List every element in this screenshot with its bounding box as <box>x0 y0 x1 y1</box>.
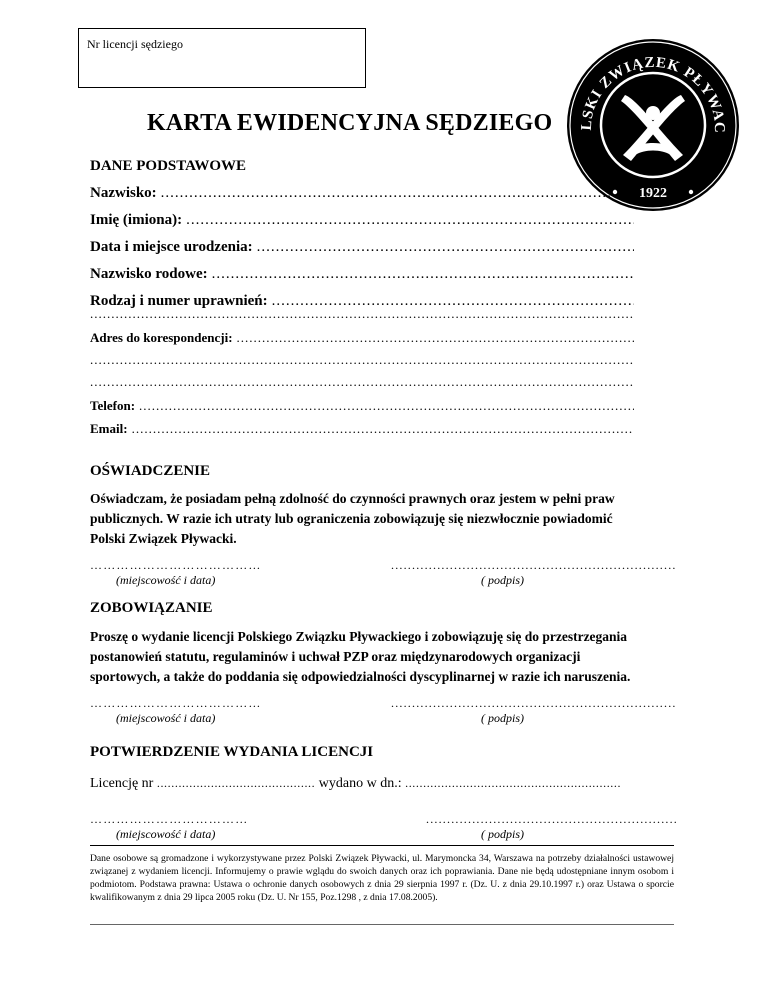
address-line-3[interactable] <box>90 374 634 390</box>
section-heading-basic-data: DANE PODSTAWOWE <box>90 158 246 174</box>
confirmation-signature-caption: ( podpis) <box>481 827 524 841</box>
statement-text: Oświadczam, że posiadam pełną zdolność do czynności prawnych oraz jestem w pełni praw publicznych. W razie ich utraty lub ograniczenia zobowiązuję się niezwłocznie powiadomić Polski Związek Pływacki. <box>90 491 615 546</box>
first-names-field[interactable] <box>90 212 634 229</box>
first-names-label: Imię (imiona): <box>90 212 183 228</box>
section-heading-commitment: ZOBOWIĄZANIE <box>90 600 213 616</box>
birth-date-place-label: Data i miejsce urodzenia: <box>90 239 253 255</box>
statement-signature-caption: ( podpis) <box>481 573 524 587</box>
qualifications-label: Rodzaj i numer uprawnień: <box>90 293 268 309</box>
section-heading-statement: OŚWIADCZENIE <box>90 463 211 479</box>
confirmation-place-date-caption: (miejscowość i data) <box>116 827 216 841</box>
logo-year: 1922 <box>639 186 667 201</box>
license-number-box[interactable] <box>78 28 366 88</box>
email-label: Email: <box>90 421 128 436</box>
commitment-signature-caption: ( podpis) <box>481 711 524 725</box>
license-number-text-label: Licencję nr <box>90 776 154 791</box>
phone-label: Telefon: <box>90 398 136 413</box>
section-heading-confirmation: POTWIERDZENIE WYDANIA LICENCJI <box>90 744 374 760</box>
confirmation-place-date-line[interactable]: ……………………………… <box>90 812 249 826</box>
address-field[interactable] <box>90 330 634 346</box>
issued-date-label: wydano w dn.: <box>318 776 402 791</box>
issued-date-line[interactable]: ............................................................ <box>405 776 622 790</box>
footer-data-notice: Dane osobowe są gromadzone i wykorzystywane przez Polski Związek Pływacki, ul. Marymoncka 34, Warszawa na potrzeby działalności ustawowej związanej z wydaniem licencji. Informujemy o prawie wglądu do swoich danych oraz ich poprawiania. Dane nie będą udostępniane innym osobom i podmiotom. Podstawa prawna: Ustawa o ochronie danych osobowych z dnia 29 sierpnia 1997 r. (Dz. U. z dnia 29.10.1997 r.) oraz Ustawa o sporcie kwalifikowanym z dnia 29 lipca 2005 roku (Dz. U. Nr 155, Poz.1298 , z dnia 17.08.2005). <box>90 853 674 903</box>
commitment-place-date-caption: (miejscowość i data) <box>116 711 216 725</box>
statement-signature-line[interactable]: .................................................................... <box>391 558 677 572</box>
commitment-text: Proszę o wydanie licencji Polskiego Związku Pływackiego i zobowiązuję się do przestrzegania postanowień statutu, regulaminów i uchwał PZP oraz międzynarodowych organizacji sportowych, a także do poddania się odpowiedzialności dyscyplinarnej w razie ich naruszenia. <box>90 629 631 684</box>
phone-field[interactable] <box>90 398 634 414</box>
surname-field[interactable] <box>90 185 634 202</box>
footer-divider-top <box>90 845 674 846</box>
statement-place-date-line[interactable]: ………………………………… <box>90 558 262 572</box>
address-label: Adres do korespondencji: <box>90 330 233 345</box>
family-name-label: Nazwisko rodowe: <box>90 266 208 282</box>
commitment-signature-line[interactable]: .................................................................... <box>391 696 677 710</box>
qualifications-continuation-line[interactable] <box>90 306 634 322</box>
page-title: KARTA EWIDENCYJNA SĘDZIEGO <box>147 110 553 136</box>
surname-label: Nazwisko: <box>90 185 157 201</box>
license-issue-row <box>90 776 621 792</box>
statement-place-date-caption: (miejscowość i data) <box>116 573 216 587</box>
family-name-field[interactable] <box>90 266 634 283</box>
commitment-place-date-line[interactable]: ………………………………… <box>90 696 262 710</box>
license-number-line[interactable]: ............................................ <box>156 776 316 790</box>
birth-date-place-field[interactable] <box>90 239 634 256</box>
email-field[interactable] <box>90 421 634 437</box>
address-line-2[interactable] <box>90 352 634 368</box>
confirmation-signature-line[interactable]: ............................................................ <box>426 812 678 826</box>
license-number-label: Nr licencji sędziego <box>87 37 183 51</box>
footer-divider-bottom <box>90 924 674 925</box>
logo-ring-text: LSKI ZWIĄZEK PŁYWAC <box>578 54 728 134</box>
